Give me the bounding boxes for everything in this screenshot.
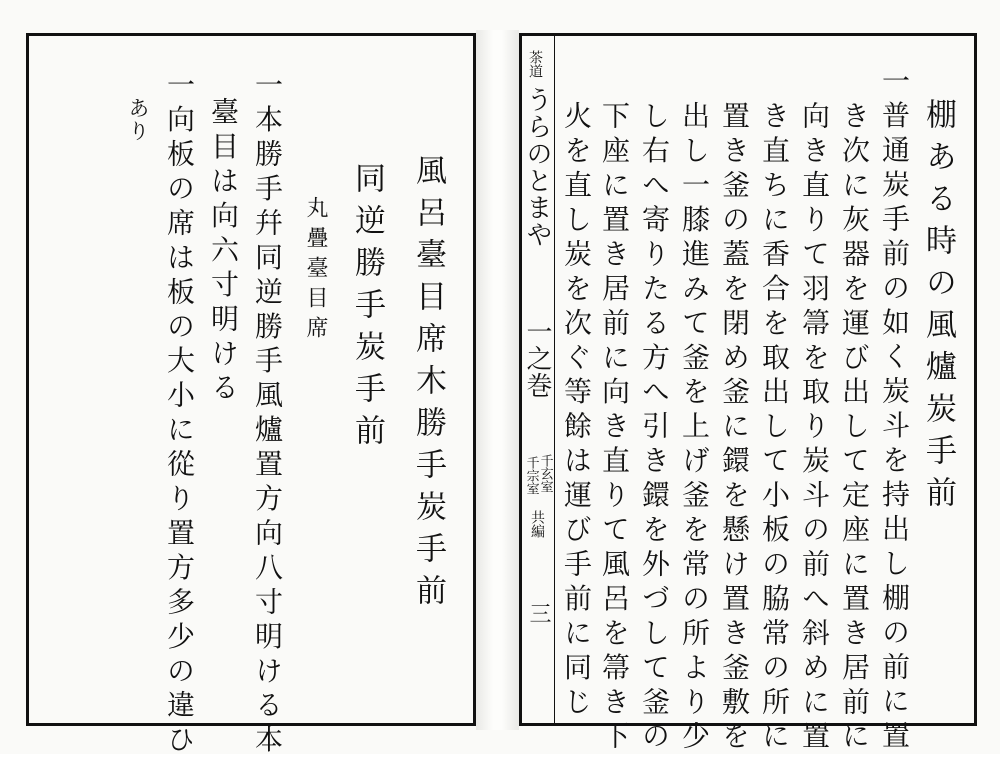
left-heading-1: 風呂臺目席木勝手炭手前 <box>410 154 446 616</box>
right-line-8: 下座に置き居前に向き直りて風呂を箒き下 <box>598 101 631 756</box>
right-line-6: 出し一膝進みて釜を上げ釜を常の所より少 <box>678 101 711 756</box>
right-line-4: き直ちに香合を取出して小板の脇常の所に <box>758 101 791 756</box>
margin-book-title: うらのとまや <box>522 86 552 248</box>
margin-co-edited: 共編 <box>529 510 545 538</box>
book-gutter <box>476 30 519 730</box>
right-page <box>519 33 977 756</box>
right-line-5: 置き釜の蓋を閉め釜に鐶を懸け置き釜敷を <box>718 101 751 756</box>
margin-editor-2: 千宗室 <box>523 456 539 495</box>
page-number: 三 <box>526 602 551 624</box>
margin-editor-1: 千玄室 <box>537 454 553 493</box>
left-line-4: あり <box>126 97 150 143</box>
left-line-2: 臺目は向六寸明ける <box>207 97 240 408</box>
left-subheading: 丸疊臺目席 <box>303 196 328 346</box>
margin-volume: 一之巻 <box>522 318 552 399</box>
margin-column <box>522 36 555 723</box>
right-line-7: し右へ寄りたる方へ引き鐶を外づして釜の <box>638 101 671 756</box>
right-line-3: 向き直りて羽箒を取り炭斗の前へ斜めに置 <box>798 101 831 756</box>
left-line-3: 一向板の席は板の大小に從り置方多少の違ひ <box>163 70 196 759</box>
right-page-title: 棚ある時の風爐炭手前 <box>920 98 956 518</box>
left-page <box>26 33 476 759</box>
left-heading-2: 同逆勝手炭手前 <box>349 162 385 456</box>
right-line-2: き次に灰器を運び出して定座に置き居前に <box>838 101 871 756</box>
margin-label: 茶道 <box>527 50 543 78</box>
right-line-9: 火を直し炭を次ぐ等餘は運び手前に同じ <box>560 101 593 722</box>
right-line-1: 一普通炭手前の如く炭斗を持出し棚の前に置 <box>878 66 911 755</box>
left-line-1: 一本勝手幷同逆勝手風爐置方向八寸明ける本 <box>251 70 284 759</box>
